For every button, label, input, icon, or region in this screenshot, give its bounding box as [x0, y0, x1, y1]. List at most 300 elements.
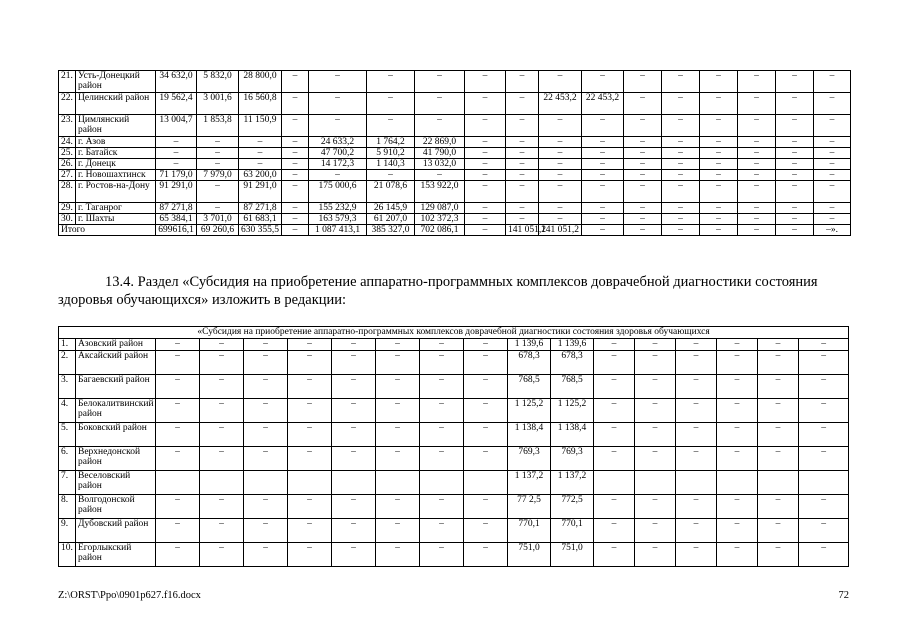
value-cell: – — [758, 399, 799, 423]
value-cell: – — [539, 170, 582, 181]
value-cell: – — [776, 93, 814, 115]
value-cell: – — [376, 351, 420, 375]
value-cell: – — [700, 137, 738, 148]
value-cell: – — [464, 519, 508, 543]
value-cell: 1 139,6 — [551, 339, 594, 351]
municipality-name: Азовский район — [76, 339, 156, 351]
value-cell: 1 764,2 — [367, 137, 415, 148]
value-cell: – — [662, 159, 700, 170]
value-cell: – — [464, 447, 508, 471]
value-cell: – — [635, 519, 676, 543]
value-cell: – — [635, 375, 676, 399]
value-cell: – — [332, 495, 376, 519]
value-cell: 87 271,8 — [156, 203, 197, 214]
value-cell — [200, 471, 244, 495]
value-cell: – — [244, 447, 288, 471]
value-cell: – — [539, 71, 582, 93]
value-cell: – — [738, 71, 776, 93]
value-cell: – — [539, 203, 582, 214]
value-cell: – — [309, 115, 367, 137]
municipality-name: Волгодонской район — [76, 495, 156, 519]
value-cell: – — [420, 423, 464, 447]
value-cell: – — [594, 495, 635, 519]
municipality-name: г. Азов — [76, 137, 156, 148]
value-cell: – — [635, 447, 676, 471]
value-cell: – — [506, 159, 539, 170]
value-cell: – — [624, 137, 662, 148]
row-number: 7. — [59, 471, 76, 495]
value-cell: – — [799, 423, 849, 447]
value-cell: – — [244, 519, 288, 543]
value-cell: 26 145,9 — [367, 203, 415, 214]
value-cell: – — [156, 351, 200, 375]
table-row — [59, 181, 851, 203]
value-cell: 87 271,8 — [239, 203, 282, 214]
value-cell: 1 137,2 — [551, 471, 594, 495]
municipality-name: Верхнедонской район — [76, 447, 156, 471]
row-number: 8. — [59, 495, 76, 519]
table-row — [59, 543, 849, 567]
value-cell: – — [367, 93, 415, 115]
value-cell: – — [288, 495, 332, 519]
value-cell: – — [239, 137, 282, 148]
value-cell: 1 125,2 — [508, 399, 551, 423]
value-cell: – — [200, 399, 244, 423]
value-cell: – — [464, 543, 508, 567]
total-value-cell: – — [282, 225, 309, 236]
value-cell: 768,5 — [551, 375, 594, 399]
value-cell: 63 200,0 — [239, 170, 282, 181]
table-row — [59, 339, 849, 351]
value-cell: – — [197, 181, 239, 203]
value-cell: – — [676, 375, 717, 399]
value-cell: – — [415, 115, 465, 137]
value-cell: – — [582, 148, 624, 159]
value-cell: – — [758, 519, 799, 543]
value-cell: – — [332, 375, 376, 399]
value-cell: – — [465, 115, 506, 137]
value-cell: – — [200, 495, 244, 519]
value-cell: – — [676, 339, 717, 351]
value-cell: – — [282, 115, 309, 137]
value-cell: – — [506, 137, 539, 148]
value-cell: – — [376, 519, 420, 543]
value-cell: – — [635, 423, 676, 447]
table-row — [59, 471, 849, 495]
value-cell: – — [156, 137, 197, 148]
value-cell: 1 140,3 — [367, 159, 415, 170]
value-cell: – — [200, 423, 244, 447]
value-cell: – — [776, 214, 814, 225]
total-value-cell: – — [582, 225, 624, 236]
value-cell — [376, 471, 420, 495]
value-cell: 678,3 — [551, 351, 594, 375]
value-cell: – — [200, 447, 244, 471]
footer-file-path: Z:\ORST\Ppo\0901p627.f16.docx — [58, 590, 201, 601]
value-cell: – — [717, 447, 758, 471]
value-cell: – — [465, 170, 506, 181]
value-cell: 102 372,3 — [415, 214, 465, 225]
value-cell: – — [309, 170, 367, 181]
value-cell: – — [332, 447, 376, 471]
value-cell: 769,3 — [508, 447, 551, 471]
value-cell: 21 078,6 — [367, 181, 415, 203]
value-cell: – — [332, 339, 376, 351]
value-cell: 3 701,0 — [197, 214, 239, 225]
value-cell: – — [700, 71, 738, 93]
value-cell: – — [700, 214, 738, 225]
value-cell: – — [156, 447, 200, 471]
value-cell: – — [676, 399, 717, 423]
value-cell: – — [594, 519, 635, 543]
value-cell: 3 001,6 — [197, 93, 239, 115]
value-cell: – — [464, 351, 508, 375]
value-cell: – — [539, 181, 582, 203]
value-cell: – — [700, 115, 738, 137]
value-cell: – — [717, 399, 758, 423]
value-cell: – — [799, 543, 849, 567]
value-cell — [288, 471, 332, 495]
value-cell: – — [662, 148, 700, 159]
value-cell: – — [197, 159, 239, 170]
value-cell: – — [676, 495, 717, 519]
value-cell: – — [415, 170, 465, 181]
value-cell: – — [367, 115, 415, 137]
value-cell: – — [376, 339, 420, 351]
value-cell: – — [244, 339, 288, 351]
table-header-row — [59, 327, 849, 339]
value-cell: – — [282, 181, 309, 203]
table-row — [59, 495, 849, 519]
municipality-name: Багаевский район — [76, 375, 156, 399]
value-cell: – — [464, 339, 508, 351]
value-cell: – — [506, 181, 539, 203]
value-cell: – — [635, 399, 676, 423]
table-row — [59, 115, 851, 137]
value-cell: – — [506, 115, 539, 137]
row-number: 25. — [59, 148, 76, 159]
value-cell: – — [624, 214, 662, 225]
value-cell: – — [662, 71, 700, 93]
value-cell: 772,5 — [551, 495, 594, 519]
value-cell: – — [156, 148, 197, 159]
value-cell — [635, 471, 676, 495]
value-cell: – — [464, 423, 508, 447]
value-cell: – — [200, 543, 244, 567]
value-cell: – — [156, 543, 200, 567]
value-cell — [464, 471, 508, 495]
value-cell: – — [420, 339, 464, 351]
value-cell: 1 853,8 — [197, 115, 239, 137]
value-cell: – — [465, 203, 506, 214]
table-row — [59, 71, 851, 93]
value-cell: 61 683,1 — [239, 214, 282, 225]
value-cell: – — [582, 115, 624, 137]
value-cell: – — [814, 137, 851, 148]
table-row — [59, 214, 851, 225]
value-cell: – — [506, 148, 539, 159]
value-cell: – — [758, 495, 799, 519]
municipality-name: Белокалитвинский район — [76, 399, 156, 423]
value-cell: 751,0 — [508, 543, 551, 567]
value-cell — [799, 471, 849, 495]
value-cell: 11 150,9 — [239, 115, 282, 137]
value-cell: – — [506, 93, 539, 115]
row-number: 27. — [59, 170, 76, 181]
value-cell: – — [288, 339, 332, 351]
municipality-name: г. Донецк — [76, 159, 156, 170]
table-row — [59, 203, 851, 214]
value-cell: 91 291,0 — [239, 181, 282, 203]
municipality-name: г. Новошахтинск — [76, 170, 156, 181]
value-cell: – — [332, 423, 376, 447]
row-number: 5. — [59, 423, 76, 447]
value-cell: – — [717, 339, 758, 351]
value-cell: – — [662, 93, 700, 115]
value-cell: – — [464, 495, 508, 519]
value-cell: 24 633,2 — [309, 137, 367, 148]
value-cell: – — [776, 148, 814, 159]
value-cell: – — [676, 543, 717, 567]
table-row — [59, 159, 851, 170]
row-number: 2. — [59, 351, 76, 375]
value-cell: 13 032,0 — [415, 159, 465, 170]
value-cell — [332, 471, 376, 495]
value-cell: 34 632,0 — [156, 71, 197, 93]
value-cell: – — [288, 543, 332, 567]
total-value-cell: –». — [814, 225, 851, 236]
total-value-cell: – — [624, 225, 662, 236]
value-cell: – — [594, 543, 635, 567]
value-cell: – — [539, 137, 582, 148]
value-cell: – — [758, 375, 799, 399]
value-cell: – — [624, 181, 662, 203]
value-cell: – — [814, 203, 851, 214]
row-number: 24. — [59, 137, 76, 148]
value-cell — [156, 471, 200, 495]
value-cell: 768,5 — [508, 375, 551, 399]
value-cell: – — [776, 159, 814, 170]
value-cell: – — [758, 447, 799, 471]
value-cell: – — [776, 137, 814, 148]
row-number: 23. — [59, 115, 76, 137]
value-cell: 1 139,6 — [508, 339, 551, 351]
value-cell: – — [776, 181, 814, 203]
value-cell: – — [738, 181, 776, 203]
table-row — [59, 423, 849, 447]
value-cell: – — [582, 71, 624, 93]
value-cell: – — [420, 519, 464, 543]
total-value-cell: 699616,1 — [156, 225, 197, 236]
value-cell: – — [420, 495, 464, 519]
value-cell: – — [758, 423, 799, 447]
municipality-name: г. Шахты — [76, 214, 156, 225]
value-cell: – — [415, 71, 465, 93]
value-cell: – — [799, 351, 849, 375]
value-cell: – — [594, 399, 635, 423]
value-cell: – — [814, 115, 851, 137]
municipality-name: Цимлянский район — [76, 115, 156, 137]
value-cell: 14 172,3 — [309, 159, 367, 170]
value-cell: 1 137,2 — [508, 471, 551, 495]
value-cell: – — [758, 351, 799, 375]
value-cell: – — [582, 181, 624, 203]
table-row — [59, 351, 849, 375]
total-label: Итого — [59, 225, 156, 236]
value-cell: – — [738, 137, 776, 148]
value-cell: – — [676, 351, 717, 375]
value-cell: – — [376, 423, 420, 447]
value-cell: 769,3 — [551, 447, 594, 471]
value-cell: 19 562,4 — [156, 93, 197, 115]
value-cell: 91 291,0 — [156, 181, 197, 203]
value-cell: 71 179,0 — [156, 170, 197, 181]
value-cell: 175 000,6 — [309, 181, 367, 203]
value-cell: – — [282, 93, 309, 115]
value-cell: – — [594, 375, 635, 399]
value-cell: – — [635, 543, 676, 567]
value-cell: 163 579,3 — [309, 214, 367, 225]
value-cell: – — [282, 159, 309, 170]
value-cell: – — [376, 447, 420, 471]
value-cell: – — [582, 203, 624, 214]
value-cell: – — [717, 375, 758, 399]
value-cell: – — [700, 181, 738, 203]
value-cell: – — [738, 170, 776, 181]
value-cell: – — [367, 170, 415, 181]
value-cell: – — [376, 375, 420, 399]
table-row — [59, 375, 849, 399]
value-cell: – — [200, 375, 244, 399]
value-cell: – — [758, 339, 799, 351]
subsidy-table-bottom — [58, 326, 849, 567]
table-row — [59, 93, 851, 115]
value-cell: – — [244, 351, 288, 375]
value-cell: 770,1 — [508, 519, 551, 543]
table-row — [59, 399, 849, 423]
value-cell: – — [465, 148, 506, 159]
value-cell: – — [506, 214, 539, 225]
row-number: 21. — [59, 71, 76, 93]
value-cell: – — [799, 495, 849, 519]
value-cell: – — [244, 423, 288, 447]
value-cell: – — [197, 148, 239, 159]
value-cell: – — [582, 214, 624, 225]
value-cell: – — [156, 519, 200, 543]
value-cell — [717, 471, 758, 495]
value-cell: – — [332, 519, 376, 543]
value-cell: – — [582, 170, 624, 181]
table-row — [59, 447, 849, 471]
value-cell: – — [799, 375, 849, 399]
value-cell: – — [288, 351, 332, 375]
value-cell: – — [662, 214, 700, 225]
value-cell: – — [662, 170, 700, 181]
value-cell: 1 138,4 — [508, 423, 551, 447]
value-cell: 47 700,2 — [309, 148, 367, 159]
total-value-cell: 385 327,0 — [367, 225, 415, 236]
table-row — [59, 137, 851, 148]
value-cell: – — [776, 115, 814, 137]
table-row — [59, 148, 851, 159]
value-cell: – — [594, 447, 635, 471]
value-cell: – — [700, 148, 738, 159]
value-cell — [676, 471, 717, 495]
footer-page-number: 72 — [838, 590, 849, 601]
value-cell: – — [465, 71, 506, 93]
total-value-cell: – — [662, 225, 700, 236]
value-cell: – — [309, 93, 367, 115]
value-cell: – — [738, 93, 776, 115]
value-cell: – — [624, 170, 662, 181]
value-cell: – — [814, 181, 851, 203]
value-cell: – — [197, 137, 239, 148]
value-cell: – — [239, 148, 282, 159]
total-value-cell: 141 051,2 — [539, 225, 582, 236]
value-cell: 7 979,0 — [197, 170, 239, 181]
value-cell — [244, 471, 288, 495]
value-cell: – — [288, 447, 332, 471]
value-cell: – — [244, 543, 288, 567]
municipality-name: Егорлыкский район — [76, 543, 156, 567]
value-cell: – — [200, 339, 244, 351]
value-cell: – — [156, 159, 197, 170]
value-cell: 153 922,0 — [415, 181, 465, 203]
value-cell: – — [332, 351, 376, 375]
value-cell: – — [799, 519, 849, 543]
value-cell: – — [594, 423, 635, 447]
value-cell: – — [700, 93, 738, 115]
value-cell: – — [814, 148, 851, 159]
value-cell: 77 2,5 — [508, 495, 551, 519]
total-value-cell: 1 087 413,1 — [309, 225, 367, 236]
value-cell: – — [465, 137, 506, 148]
value-cell: – — [776, 203, 814, 214]
value-cell: – — [239, 159, 282, 170]
value-cell: – — [156, 495, 200, 519]
municipality-name: г. Батайск — [76, 148, 156, 159]
subsidy-table-top — [58, 70, 851, 236]
value-cell: – — [738, 148, 776, 159]
table-row — [59, 519, 849, 543]
value-cell: – — [376, 543, 420, 567]
value-cell: – — [814, 170, 851, 181]
row-number: 29. — [59, 203, 76, 214]
value-cell: – — [624, 159, 662, 170]
value-cell: – — [464, 399, 508, 423]
value-cell: 129 087,0 — [415, 203, 465, 214]
value-cell: – — [700, 159, 738, 170]
value-cell: – — [420, 399, 464, 423]
value-cell — [594, 471, 635, 495]
value-cell: – — [700, 203, 738, 214]
value-cell: 65 384,1 — [156, 214, 197, 225]
value-cell — [420, 471, 464, 495]
table-caption: «Субсидия на приобретение аппаратно-программных комплексов доврачебной диагностики состояния здоровья обучающихся — [59, 327, 849, 339]
value-cell: 41 790,0 — [415, 148, 465, 159]
value-cell: – — [282, 203, 309, 214]
value-cell: – — [662, 137, 700, 148]
value-cell: 155 232,9 — [309, 203, 367, 214]
value-cell: – — [282, 71, 309, 93]
value-cell: – — [624, 115, 662, 137]
value-cell: – — [799, 339, 849, 351]
value-cell: – — [156, 423, 200, 447]
value-cell: 5 910,2 — [367, 148, 415, 159]
value-cell: – — [465, 214, 506, 225]
total-value-cell: – — [738, 225, 776, 236]
value-cell: – — [594, 351, 635, 375]
